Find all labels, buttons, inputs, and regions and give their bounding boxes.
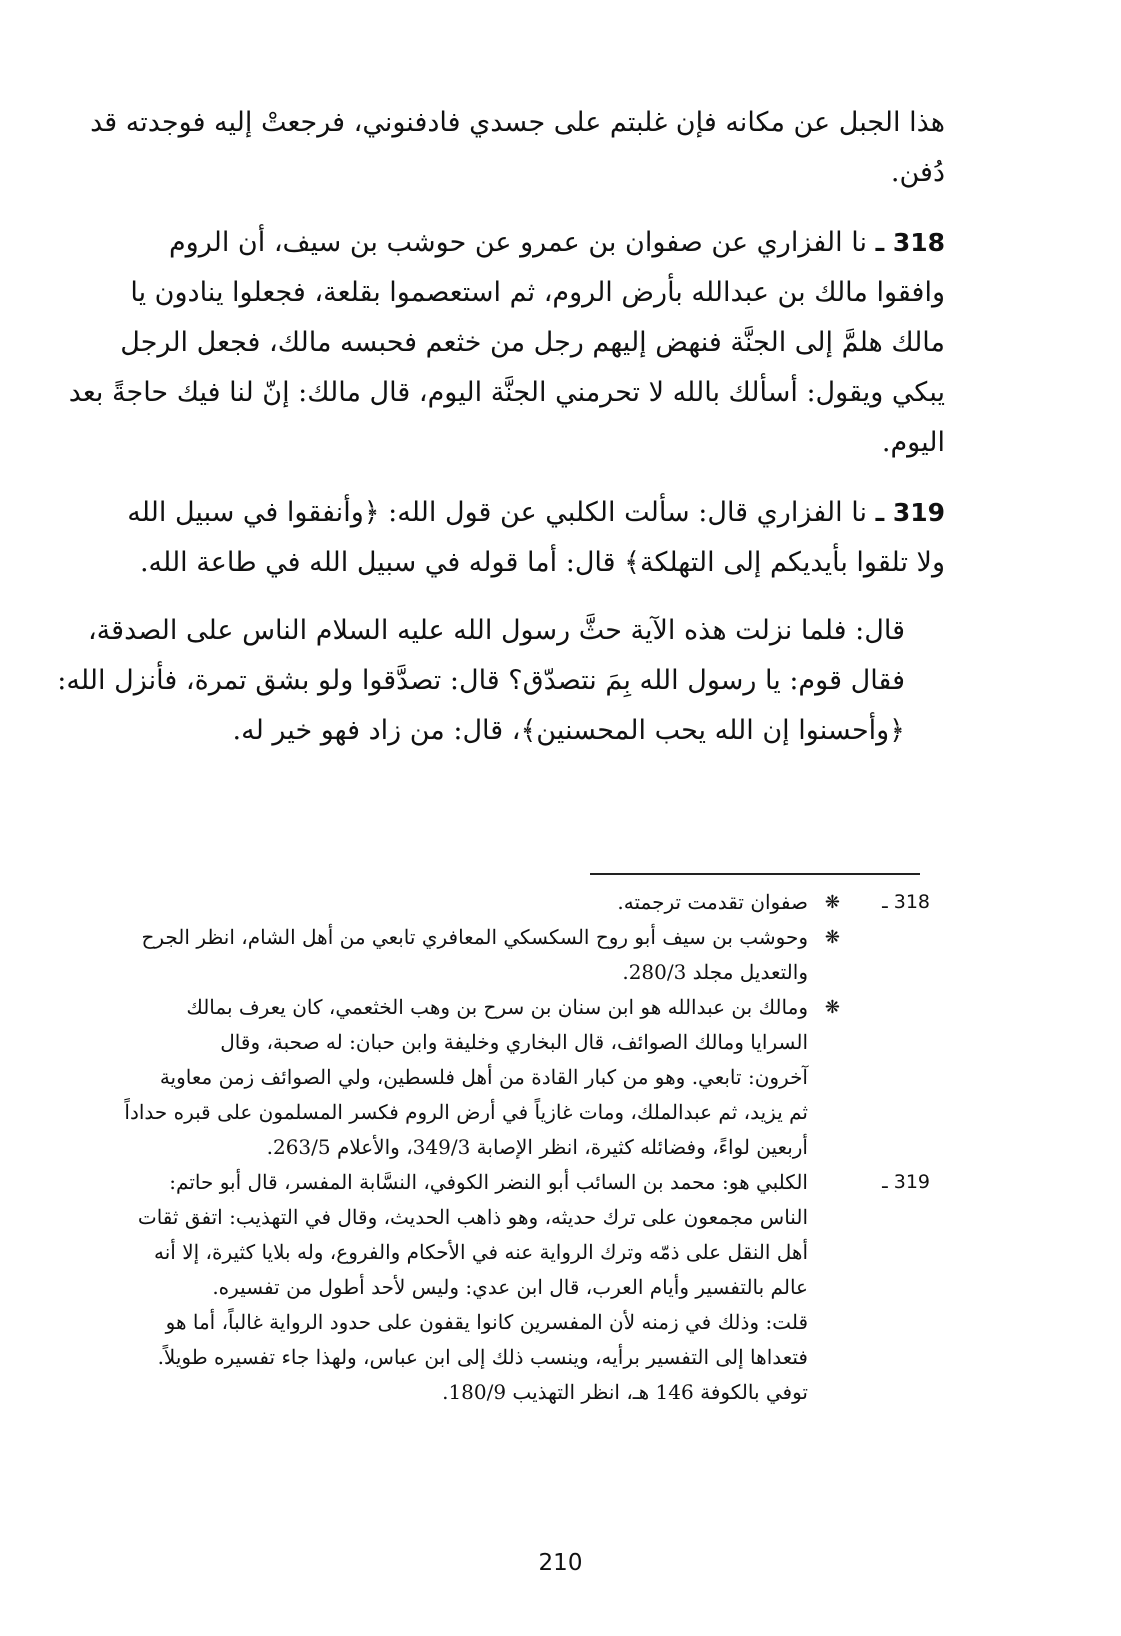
footnote-number: 318 ـ [882,891,930,913]
asterism-icon: ❋ [824,997,840,1018]
footnote-line: الكلبي هو: محمد بن السائب أبو النضر الكوفي، النسَّابة المفسر، قال أبو حاتم: [169,1170,808,1194]
footnote-line: ومالك بن عبدالله هو ابن سنان بن سرح بن وهب الخثعمي، كان يعرف بمالك [186,995,808,1019]
footnote-number: 319 ـ [882,1171,930,1193]
footnote-line: أهل النقل على ذمّه وترك الرواية عنه في الأحكام والفروع، وله بلايا كثيرة، إلا أنه [154,1240,808,1264]
footnote-text [30,1165,838,1410]
hadith-number: 318 ـ [875,228,945,257]
text-line: وافقوا مالك بن عبدالله بأرض الروم، ثم استعصموا بقلعة، فجعلوا ينادون يا [130,277,945,308]
hadith-number: 319 ـ [875,498,945,527]
text-line: اليوم. [881,427,945,458]
text-line: يبكي ويقول: أسألك بالله لا تحرمني الجنَّة اليوم، قال مالك: إنّ لنا فيك حاجةً بعد [68,377,945,408]
footnote-line: قلت: وذلك في زمنه لأن المفسرين كانوا يقفون على حدود الرواية غالباً، أما هو [165,1310,808,1334]
main-text [50,98,945,756]
footnote-separator [590,873,920,875]
footnote-line: عالم بالتفسير وأيام العرب، قال ابن عدي: وليس لأحد أطول من تفسيره. [212,1275,808,1299]
footnote-line: أربعين لواءً، وفضائله كثيرة، انظر الإصابة 349/3، والأعلام 263/5. [266,1135,808,1159]
footnote-entry-malik [30,990,838,1165]
text-line: ﴿وأحسنوا إن الله يحب المحسنين﴾، قال: من زاد فهو خير له. [232,715,905,746]
footnote-line: ثم يزيد، ثم عبدالملك، ومات غازياً في أرض الروم فكسر المسلمون على قبره حداداً [124,1100,808,1124]
text-line: نا الفزاري عن صفوان بن عمرو عن حوشب بن سيف، أن الروم [168,227,867,258]
hadith-318 [50,218,945,468]
page-number: 210 [538,1550,583,1576]
text-line: نا الفزاري قال: سألت الكلبي عن قول الله: ﴿وأنفقوا في سبيل الله [127,497,867,528]
footnotes [30,885,930,1410]
paragraph-319-continued [50,606,945,756]
footnote-319 [30,1165,930,1410]
footnote-line: وحوشب بن سيف أبو روح السكسكي المعافري تابعي من أهل الشام، انظر الجرح [141,925,808,949]
asterism-icon: ❋ [824,892,840,913]
paragraph-continued [50,98,945,198]
footnote-318 [30,885,930,1165]
text-line: مالك هلمَّ إلى الجنَّة فنهض إليهم رجل من خثعم فحبسه مالك، فجعل الرجل [120,327,945,358]
footnote-line: الناس مجمعون على ترك حديثه، وهو ذاهب الحديث، وقال في التهذيب: اتفق ثقات [137,1205,808,1229]
footnote-line: آخرون: تابعي. وهو من كبار القادة من أهل فلسطين، ولي الصوائف زمن معاوية [159,1065,808,1089]
text-line: قال: فلما نزلت هذه الآية حثَّ رسول الله عليه السلام الناس على الصدقة، [87,615,905,646]
footnote-entry-hawshab [30,920,838,990]
text-line: ولا تلقوا بأيديكم إلى التهلكة﴾ قال: أما قوله في سبيل الله في طاعة الله. [139,547,945,578]
footnote-line: السرايا ومالك الصوائف، قال البخاري وخليفة وابن حبان: له صحبة، وقال [220,1030,808,1054]
asterism-icon: ❋ [824,927,840,948]
footnote-line: توفي بالكوفة 146 هـ، انظر التهذيب 180/9. [442,1380,808,1404]
text-line: فقال قوم: يا رسول الله بِمَ نتصدّق؟ قال: تصدَّقوا ولو بشق تمرة، فأنزل الله: [57,665,905,696]
footnote-line: والتعديل مجلد 280/3. [622,960,808,984]
footnote-line: فتعداها إلى التفسير برأيه، وينسب ذلك إلى ابن عباس، ولهذا جاء تفسيره طويلاً. [157,1345,808,1369]
hadith-319 [50,488,945,588]
text-line: دُفن. [890,157,945,188]
footnote-line: صفوان تقدمت ترجمته. [617,890,808,914]
text-line: هذا الجبل عن مكانه فإن غلبتم على جسدي فادفنوني، فرجعتْ إليه فوجدته قد [90,107,945,138]
